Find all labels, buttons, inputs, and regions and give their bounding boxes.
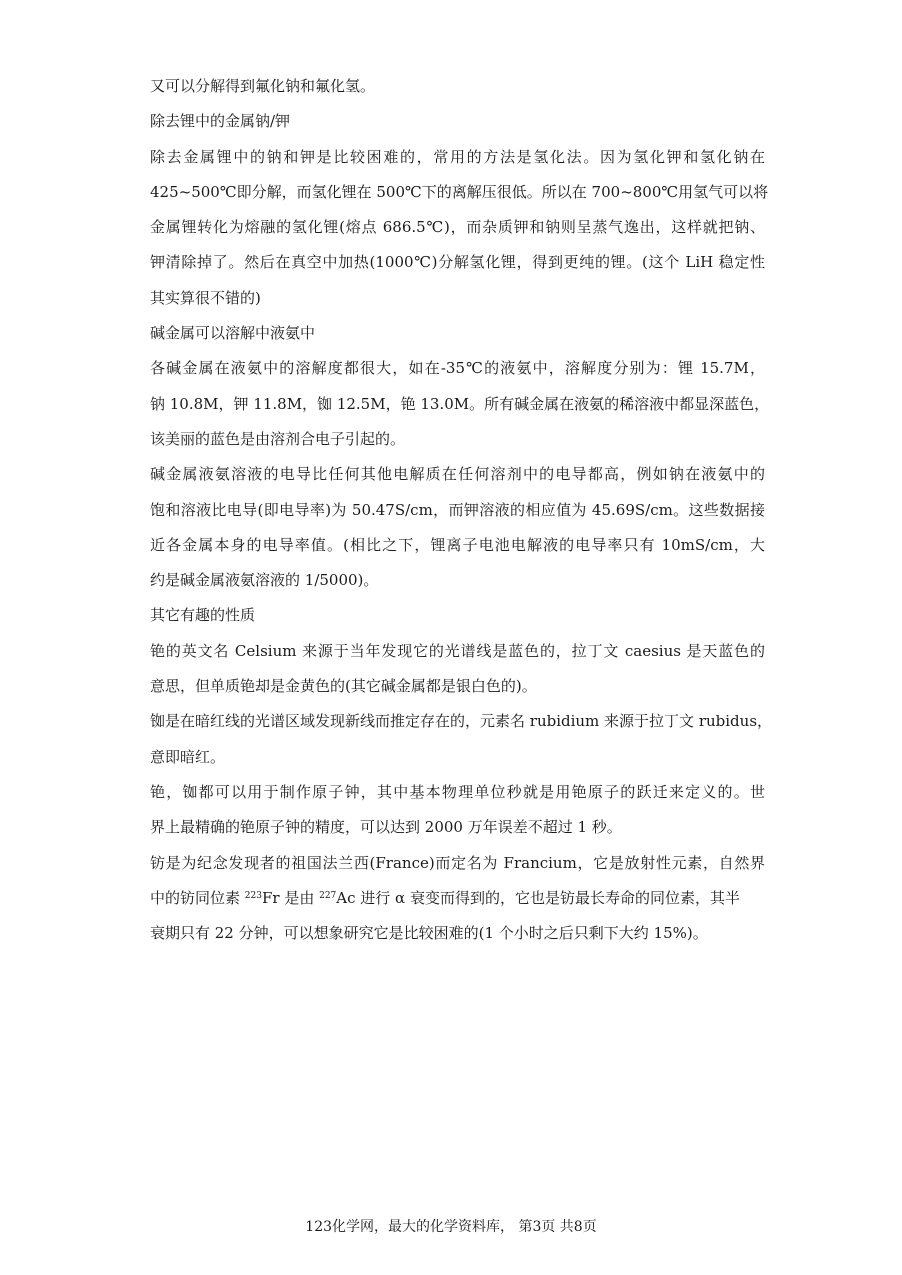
isotope-line-suffix: 进行 α 衰变而得到的，它也是钫最长寿命的同位素，其半: [355, 888, 740, 907]
text-line: 约是碱金属液氨溶液的 1/5000)。: [150, 571, 379, 590]
text-line: 钠 10.8M，钾 11.8M，铷 12.5M，铯 13.0M。所有碱金属在液氨的稀溶液中都显深蓝色，: [150, 394, 770, 413]
text-line: 意即暗红。: [150, 747, 226, 766]
isotope-line: [150, 881, 765, 916]
text-line: 又可以分解得到氟化钠和氟化氢。: [150, 77, 376, 95]
body-text: [150, 69, 773, 951]
text-line: 铯的英文名 Celsium 来源于当年发现它的光谱线是蓝色的，拉丁文 caesius 是天蓝色的: [150, 641, 765, 660]
text-line: 钫是为纪念发现者的祖国法兰西(France)而定名为 Francium，它是放射性元素，自然界: [150, 853, 765, 872]
text-line: 各碱金属在液氨中的溶解度都很大，如在-35℃的液氨中，溶解度分别为：锂 15.7M，: [150, 359, 765, 378]
text-line: 衰期只有 22 分钟，可以想象研究它是比较困难的(1 个小时之后只剩下大约 15%)。: [150, 924, 708, 943]
text-line: 饱和溶液比电导(即电导率)为 50.47S/cm，而钾溶液的相应值为 45.69S/cm。这些数据接: [150, 500, 765, 519]
text-line: 425~500℃即分解，而氢化锂在 500℃下的离解压很低。所以在 700~800℃用氢气可以将: [150, 182, 769, 201]
text-line: 界上最精确的铯原子钟的精度，可以达到 2000 万年误差不超过 1 秒。: [150, 818, 622, 837]
text-line: 金属锂转化为熔融的氢化锂(熔点 686.5℃)，而杂质钾和钠则呈蒸气逸出，这样就把钠、: [150, 218, 765, 237]
ac-mass-number: 227: [319, 890, 337, 901]
text-line: 除去金属锂中的钠和钾是比较困难的，常用的方法是氢化法。因为氢化钾和氢化钠在: [150, 147, 765, 166]
text-line: 该美丽的蓝色是由溶剂合电子引起的。: [150, 429, 406, 448]
isotope-line-middle: 是由: [279, 888, 320, 907]
text-line: 钾清除掉了。然后在真空中加热(1000℃)分解氢化锂，得到更纯的锂。(这个 LiH 稳定性: [150, 253, 765, 272]
text-line: 铷是在暗红线的光谱区域发现新线而推定存在的，元素名 rubidium 来源于拉丁文 rubidus，: [150, 712, 773, 731]
section-heading: 碱金属可以溶解中液氨中: [150, 324, 316, 343]
fr-mass-number: 223: [244, 890, 262, 901]
isotope-line-prefix: 中的钫同位素: [150, 888, 245, 907]
section-heading: 其它有趣的性质: [150, 606, 256, 625]
text-line: 铯，铷都可以用于制作原子钟，其中基本物理单位秒就是用铯原子的跃迁来定义的。世: [150, 782, 765, 801]
page-footer: 123化学网，最大的化学资料库， 第3页 共8页: [305, 1219, 597, 1235]
text-line: 其实算很不错的): [150, 288, 261, 307]
text-line: 碱金属液氨溶液的电导比任何其他电解质在任何溶剂中的电导都高，例如钠在液氨中的: [150, 465, 765, 484]
fr-symbol: Fr: [261, 888, 280, 907]
ac-symbol: Ac: [336, 888, 356, 907]
section-heading: 除去锂中的金属钠/钾: [150, 112, 291, 131]
text-line: 近各金属本身的电导率值。(相比之下，锂离子电池电解液的电导率只有 10mS/cm，大: [150, 535, 765, 554]
text-line: 意思，但单质铯却是金黄色的(其它碱金属都是银白色的)。: [150, 677, 537, 696]
